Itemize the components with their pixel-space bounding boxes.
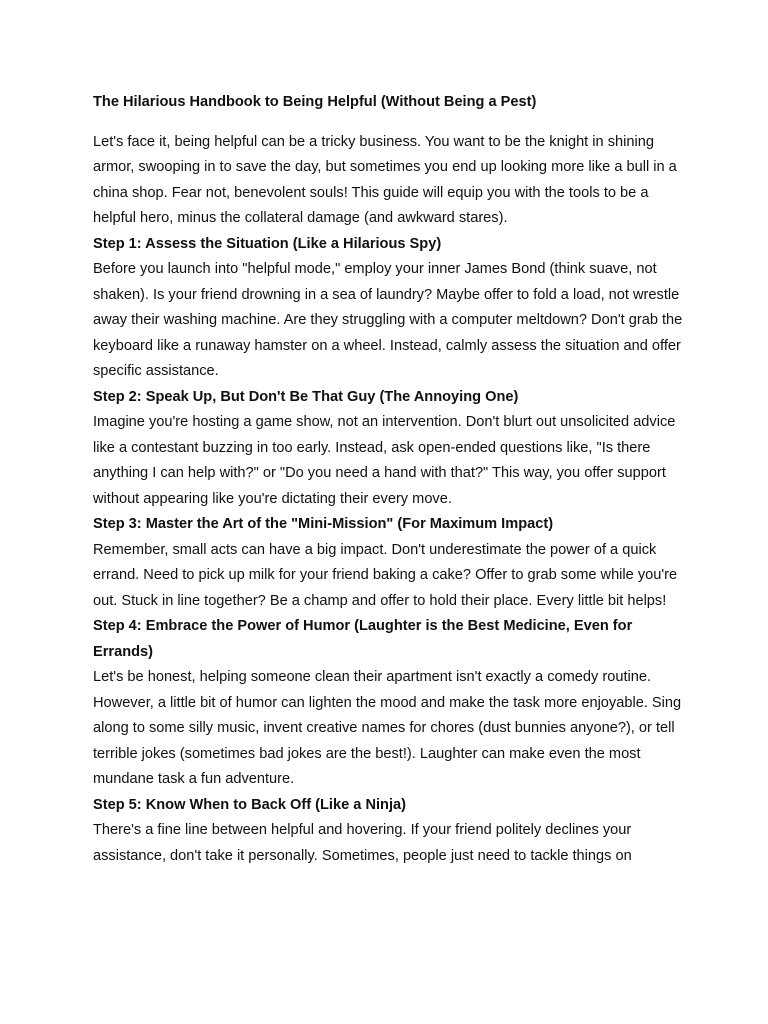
document-title: The Hilarious Handbook to Being Helpful (Without Being a Pest) [93, 94, 537, 110]
step-2-body: Imagine you're hosting a game show, not an intervention. Don't blurt out unsolicited advice like a contestant buzzing in too early. Instead, ask open-ended questions like, "Is there anything I can help with?" or "Do you need a hand with that?" This way, you offer support without appearing like you're dictating their every move. [93, 414, 676, 507]
step-4-body: Let's be honest, helping someone clean their apartment isn't exactly a comedy routine. However, a little bit of humor can lighten the mood and make the task more enjoyable. Sing along to some silly music, invent creative names for chores (dust bunnies anyone?), or tell terrible jokes (sometimes bad jokes are the best!). Laughter can make even the most mundane task a fun adventure. [93, 669, 682, 787]
step-3-heading: Step 3: Master the Art of the "Mini-Mission" (For Maximum Impact) [93, 516, 554, 532]
step-1-body: Before you launch into "helpful mode," employ your inner James Bond (think suave, not shaken). Is your friend drowning in a sea of laundry? Maybe offer to fold a load, not wrestle away their washing machine. Are they struggling with a computer meltdown? Don't grab the keyboard like a runaway hamster on a wheel. Instead, calmly assess the situation and offer specific assistance. [93, 261, 683, 379]
step-5-heading: Step 5: Know When to Back Off (Like a Ninja) [93, 796, 406, 813]
step-3-body: Remember, small acts can have a big impact. Don't underestimate the power of a quick errand. Need to pick up milk for your friend baking a cake? Offer to grab some while you're out. Stuck in line together? Be a champ and offer to hold their place. Every little bit helps! [93, 541, 678, 609]
step-4-heading: Step 4: Embrace the Power of Humor (Laughter is the Best Medicine, Even for Errands) [93, 618, 633, 660]
document-page [93, 90, 685, 869]
intro-paragraph: Let's face it, being helpful can be a tricky business. You want to be the knight in shining armor, swooping in to save the day, but sometimes you end up looking more like a bull in a china shop. Fear not, benevolent souls! This guide will equip you with the tools to be a helpful hero, minus the collateral damage (and awkward stares). [93, 133, 677, 226]
step-2-heading: Step 2: Speak Up, But Don't Be That Guy (The Annoying One) [93, 388, 519, 405]
step-5-body: There's a fine line between helpful and hovering. If your friend politely declines your assistance, don't take it personally. Sometimes, people just need to tackle things on [93, 822, 632, 864]
step-1-heading: Step 1: Assess the Situation (Like a Hilarious Spy) [93, 235, 442, 252]
